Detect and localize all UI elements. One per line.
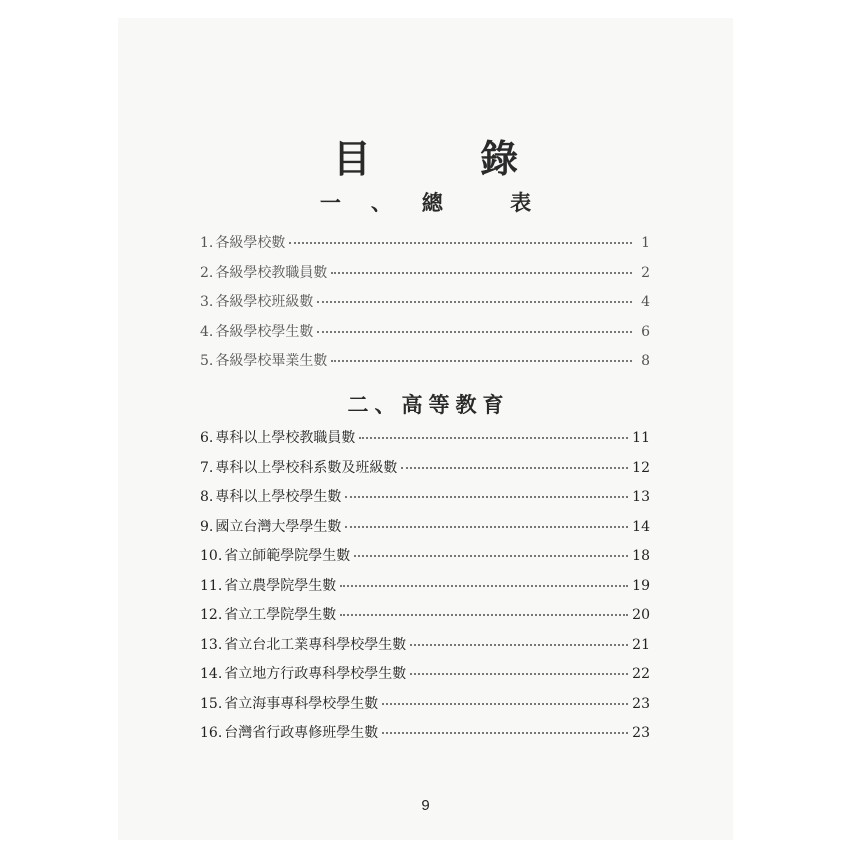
toc-entry-page: 23 [632, 725, 650, 741]
toc-dot-leader [410, 643, 628, 646]
toc-entry-page: 1 [641, 235, 650, 251]
toc-entry-page: 4 [641, 294, 650, 310]
toc-entry-number: 4. [200, 323, 214, 340]
page-title: 目 錄 [332, 136, 567, 181]
section-heading-higher-education: 二、高等教育 [347, 392, 510, 417]
toc-list-higher-education [200, 427, 650, 752]
toc-entry-page: 23 [632, 695, 650, 712]
toc-dot-leader [410, 672, 628, 675]
toc-entry-number: 1. [200, 235, 214, 251]
toc-dot-leader [382, 702, 628, 705]
toc-entry-page: 14 [632, 518, 650, 535]
toc-entry-page: 22 [632, 666, 650, 682]
toc-dot-leader [340, 613, 628, 616]
toc-entry-number: 3. [200, 294, 214, 310]
page-number: 9 [421, 797, 430, 814]
toc-entry-label: 省立師範學院學生數 [224, 548, 351, 564]
toc-entry-label: 省立農學院學生數 [224, 577, 337, 594]
toc-entry-label: 省立台北工業專科學校學生數 [224, 636, 407, 653]
toc-entry[interactable] [200, 262, 650, 292]
toc-entry-number: 13. [200, 636, 223, 653]
toc-entry[interactable] [200, 486, 650, 516]
section-heading-general-tables: 一、總 表 [319, 190, 562, 215]
toc-entry-label: 各級學校數 [215, 235, 286, 251]
toc-entry[interactable] [200, 663, 650, 693]
toc-entry-number: 5. [200, 353, 214, 369]
toc-entry[interactable] [200, 457, 650, 487]
toc-entry[interactable] [200, 427, 650, 457]
toc-dot-leader [345, 495, 628, 498]
toc-entry-page: 8 [641, 353, 650, 369]
toc-entry[interactable] [200, 232, 650, 262]
toc-entry[interactable] [200, 516, 650, 546]
toc-dot-leader [401, 466, 628, 469]
toc-entry-page: 12 [632, 459, 650, 476]
toc-entry-page: 2 [641, 264, 650, 281]
toc-entry[interactable] [200, 291, 650, 321]
toc-entry-label: 省立工學院學生數 [224, 607, 337, 623]
toc-entry-label: 各級學校學生數 [215, 323, 314, 340]
toc-entry-page: 11 [632, 430, 650, 446]
toc-dot-leader [345, 525, 628, 528]
toc-entry-number: 14. [200, 666, 223, 682]
toc-entry-number: 11. [200, 577, 223, 594]
toc-dot-leader [317, 300, 632, 303]
toc-entry-number: 12. [200, 607, 223, 623]
toc-dot-leader [289, 241, 632, 244]
toc-dot-leader [382, 731, 628, 734]
toc-entry-label: 專科以上學校學生數 [215, 489, 342, 505]
toc-entry-number: 7. [200, 459, 214, 476]
toc-entry-page: 21 [632, 636, 650, 653]
toc-entry[interactable] [200, 321, 650, 351]
toc-entry-number: 15. [200, 695, 223, 712]
toc-dot-leader [359, 436, 628, 439]
toc-entry-label: 省立海事專科學校學生數 [224, 695, 379, 712]
toc-entry-page: 18 [632, 548, 650, 564]
toc-list-general-tables [200, 232, 650, 380]
toc-entry[interactable] [200, 575, 650, 605]
toc-entry-label: 省立地方行政專科學校學生數 [224, 666, 407, 682]
toc-entry-label: 台灣省行政專修班學生數 [224, 725, 379, 741]
toc-entry-number: 6. [200, 430, 214, 446]
toc-entry-label: 各級學校畢業生數 [215, 353, 328, 369]
toc-entry-page: 6 [641, 323, 650, 340]
toc-entry[interactable] [200, 604, 650, 634]
toc-entry-page: 20 [632, 607, 650, 623]
toc-entry-label: 各級學校班級數 [215, 294, 314, 310]
toc-entry-number: 9. [200, 518, 214, 535]
toc-entry-number: 2. [200, 264, 214, 281]
toc-dot-leader [317, 330, 632, 333]
toc-entry-label: 專科以上學校科系數及班級數 [215, 459, 398, 476]
toc-dot-leader [354, 554, 628, 557]
toc-dot-leader [331, 359, 632, 362]
toc-entry-page: 13 [632, 489, 650, 505]
toc-entry[interactable] [200, 545, 650, 575]
toc-entry[interactable] [200, 722, 650, 752]
toc-dot-leader [331, 271, 632, 274]
toc-dot-leader [340, 584, 628, 587]
toc-entry-number: 8. [200, 489, 214, 505]
toc-entry[interactable] [200, 693, 650, 723]
toc-entry-number: 10. [200, 548, 223, 564]
toc-entry-label: 各級學校教職員數 [215, 264, 328, 281]
toc-entry-label: 國立台灣大學學生數 [215, 518, 342, 535]
toc-entry-label: 專科以上學校教職員數 [215, 430, 356, 446]
toc-entry[interactable] [200, 634, 650, 664]
toc-entry-number: 16. [200, 725, 223, 741]
toc-entry[interactable] [200, 350, 650, 380]
toc-entry-page: 19 [632, 577, 650, 594]
